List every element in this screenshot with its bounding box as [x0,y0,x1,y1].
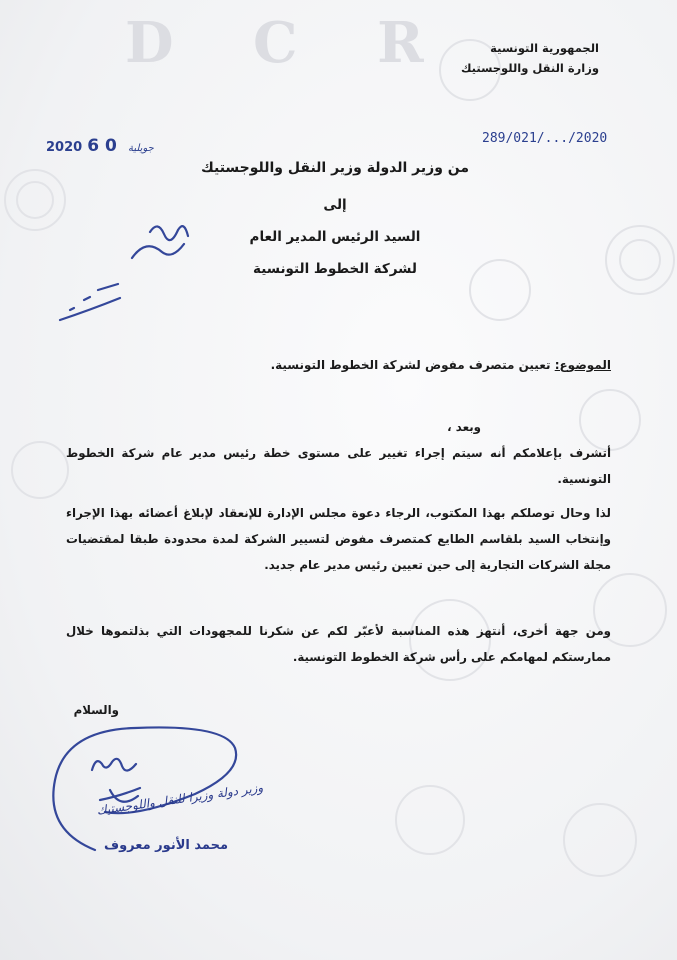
body-closing: والسلام [73,703,119,717]
body-paragraph-2: لذا وحال توصلكم بهذا المكتوب، الرجاء دعوة مجلس الإدارة للإنعقاد لإبلاغ أعضائه بهذا الإجراء وإنتخاب السيد بلقاسم الطايع كمتصرف مفوض لتسيير الشركة لمدة محدودة طبقا لمقتضيات مجلة الشركات التجارية إلى حين تعيين رئيس مدير عام جديد. [66,506,611,572]
subject-label: الموضوع: [554,358,611,372]
date-year: 2020 [46,140,83,155]
date-month: جويلية [127,143,154,154]
body-paragraph-1: أتشرف بإعلامكم أنه سيتم إجراء تغيير على مستوى خطة رئيس مدير عام شركة الخطوط التونسية. [66,446,611,486]
date-day: 0 6 [87,136,117,156]
recipient-title: السيد الرئيس المدير العام [249,229,421,245]
to-label: إلى [323,197,347,213]
sender-line: من وزير الدولة وزير النقل واللوجستيك [200,160,470,176]
signature-name: محمد الأنور معروف [104,838,229,853]
subject-text: تعيين متصرف مفوض لشركة الخطوط التونسية. [270,358,551,372]
body-paragraph-3: ومن جهة أخرى، أنتهز هذه المناسبة لأعبّر لكم عن شكرنا للمجهودات التي بذلتموها خلال ممارستكم لمهامكم على رأس شركة الخطوط التونسية. [66,624,611,664]
reference-number: 289/021/.../2020 [482,131,608,146]
watermark-letters: D C R [125,10,454,76]
signature-title: وزير دولة وزيرا للنقل واللوجستيك [95,780,264,818]
body-opening: وبعد ، [447,420,481,434]
letterhead-country: الجمهورية التونسية [490,41,599,55]
recipient-org: لشركة الخطوط التونسية [253,261,417,277]
letterhead-ministry: وزارة النقل واللوجستيك [460,61,599,75]
